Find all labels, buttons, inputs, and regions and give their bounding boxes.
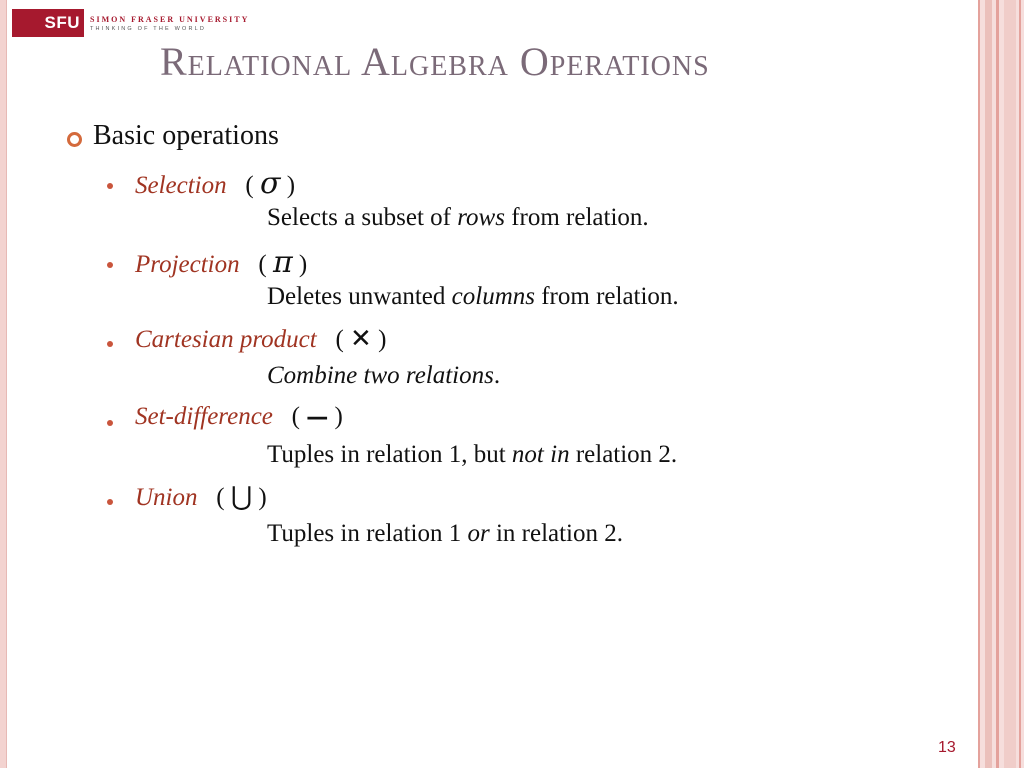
- operation-description: [267, 204, 649, 232]
- paren-open: (: [335, 326, 344, 353]
- operation-heading: [135, 482, 267, 512]
- paren-close: ): [334, 403, 343, 430]
- operation-name: Set-difference: [135, 403, 273, 430]
- operation-heading: [135, 245, 307, 280]
- pi-symbol-icon: π: [272, 245, 293, 280]
- operation-name: Union: [135, 484, 198, 511]
- paren-close: ): [378, 326, 387, 353]
- paren-open: (: [245, 172, 254, 199]
- desc-text: Tuples in relation 1, but: [267, 441, 512, 468]
- slide-title: Relational Algebra Operations: [160, 39, 710, 84]
- desc-text: Selects a subset of: [267, 204, 458, 231]
- operation-name: Selection: [135, 172, 227, 199]
- right-stripe: [985, 0, 992, 768]
- operation-description: [267, 283, 679, 311]
- university-logo: [12, 9, 249, 37]
- desc-text: from relation.: [504, 204, 649, 231]
- desc-text: .: [493, 362, 501, 389]
- desc-emphasis: columns: [451, 283, 535, 310]
- logo-tagline: THINKING OF THE WORLD: [90, 25, 207, 32]
- paren-close: ): [298, 251, 308, 278]
- union-symbol-icon: ⋃: [230, 482, 253, 512]
- desc-text: from relation.: [534, 283, 679, 310]
- bullet-dot-icon: [107, 183, 113, 189]
- operation-description: [267, 441, 677, 469]
- desc-text: in relation 2.: [489, 520, 624, 547]
- logo-name: SIMON FRASER UNIVERSITY: [90, 14, 250, 24]
- operation-name: Cartesian product: [135, 326, 317, 353]
- operation-heading: [135, 166, 295, 201]
- bullet-dot-icon: [107, 420, 113, 426]
- operation-name: Projection: [135, 251, 240, 278]
- right-stripe: [1004, 0, 1016, 768]
- logo-mark: SFU: [12, 9, 84, 37]
- cross-product-symbol-icon: ✕: [350, 324, 372, 354]
- bullet-dot-icon: [107, 262, 113, 268]
- bullet-dot-icon: [107, 499, 113, 505]
- right-stripe: [978, 0, 980, 768]
- left-border: [0, 0, 7, 768]
- desc-text: relation 2.: [569, 441, 678, 468]
- right-stripe: [1019, 0, 1021, 768]
- desc-text: Tuples in relation 1: [267, 520, 468, 547]
- page-number: 13: [938, 739, 956, 756]
- operation-description: [267, 362, 500, 390]
- right-stripe: [996, 0, 999, 768]
- logo-text: [90, 15, 249, 32]
- desc-emphasis: rows: [457, 204, 505, 231]
- operation-heading: [135, 324, 386, 354]
- paren-open: (: [291, 403, 300, 430]
- section-heading: Basic operations: [93, 120, 279, 151]
- paren-close: ): [286, 172, 296, 199]
- operation-description: [267, 520, 623, 548]
- paren-open: (: [258, 251, 267, 278]
- operation-heading: [135, 403, 343, 431]
- desc-emphasis: or: [467, 520, 490, 547]
- ring-bullet-icon: [67, 132, 82, 147]
- desc-emphasis: Combine two relations: [267, 362, 494, 389]
- paren-close: ): [258, 484, 267, 511]
- minus-symbol-icon: —: [306, 405, 329, 430]
- desc-emphasis: not in: [511, 441, 570, 468]
- bullet-dot-icon: [107, 341, 113, 347]
- sigma-symbol-icon: σ: [259, 166, 281, 201]
- paren-open: (: [216, 484, 225, 511]
- desc-text: Deletes unwanted: [267, 283, 452, 310]
